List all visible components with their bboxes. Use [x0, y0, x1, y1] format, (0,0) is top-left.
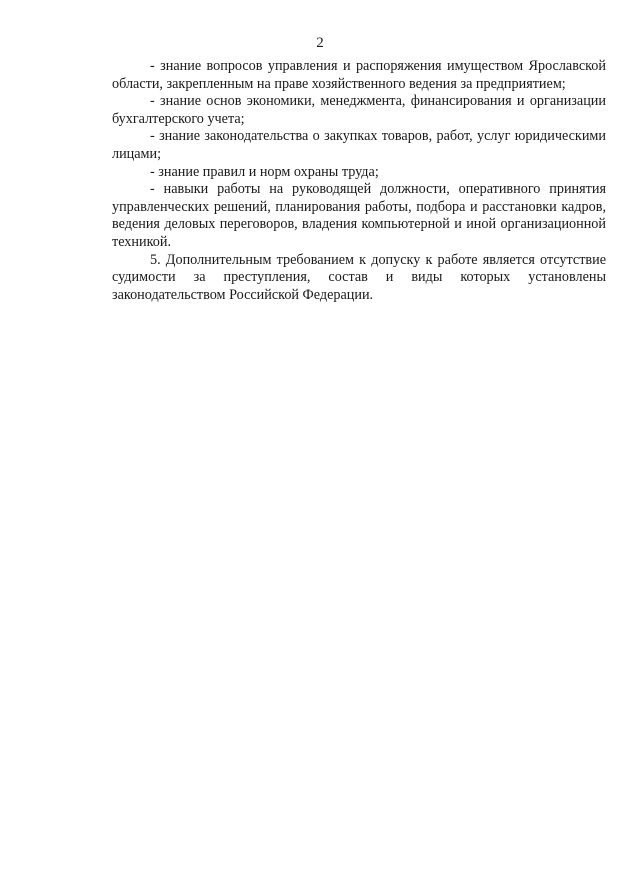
- requirement-item-property-management: - знание вопросов управления и распоряжения имуществом Ярославской области, закрепленным на праве хозяйственного ведения за предприятием;: [112, 58, 606, 92]
- requirement-item-management-skills: - навыки работы на руководящей должности, оперативного принятия управленческих решений, планирования работы, подбора и расстановки кадров, ведения деловых переговоров, владения компьютерной и иной организационной техникой.: [112, 181, 606, 250]
- page-number: 2: [316, 35, 324, 51]
- requirement-item-labor-safety: - знание правил и норм охраны труда;: [150, 163, 379, 180]
- requirement-item-economics: - знание основ экономики, менеджмента, финансирования и организации бухгалтерского учета;: [112, 93, 606, 127]
- document-body: [112, 58, 606, 304]
- additional-requirement-paragraph: 5. Дополнительным требованием к допуску к работе является отсутствие судимости за преступления, состав и виды которых установлены законодательством Российской Федерации.: [112, 251, 606, 303]
- requirement-item-procurement-law: - знание законодательства о закупках товаров, работ, услуг юридическими лицами;: [112, 128, 606, 162]
